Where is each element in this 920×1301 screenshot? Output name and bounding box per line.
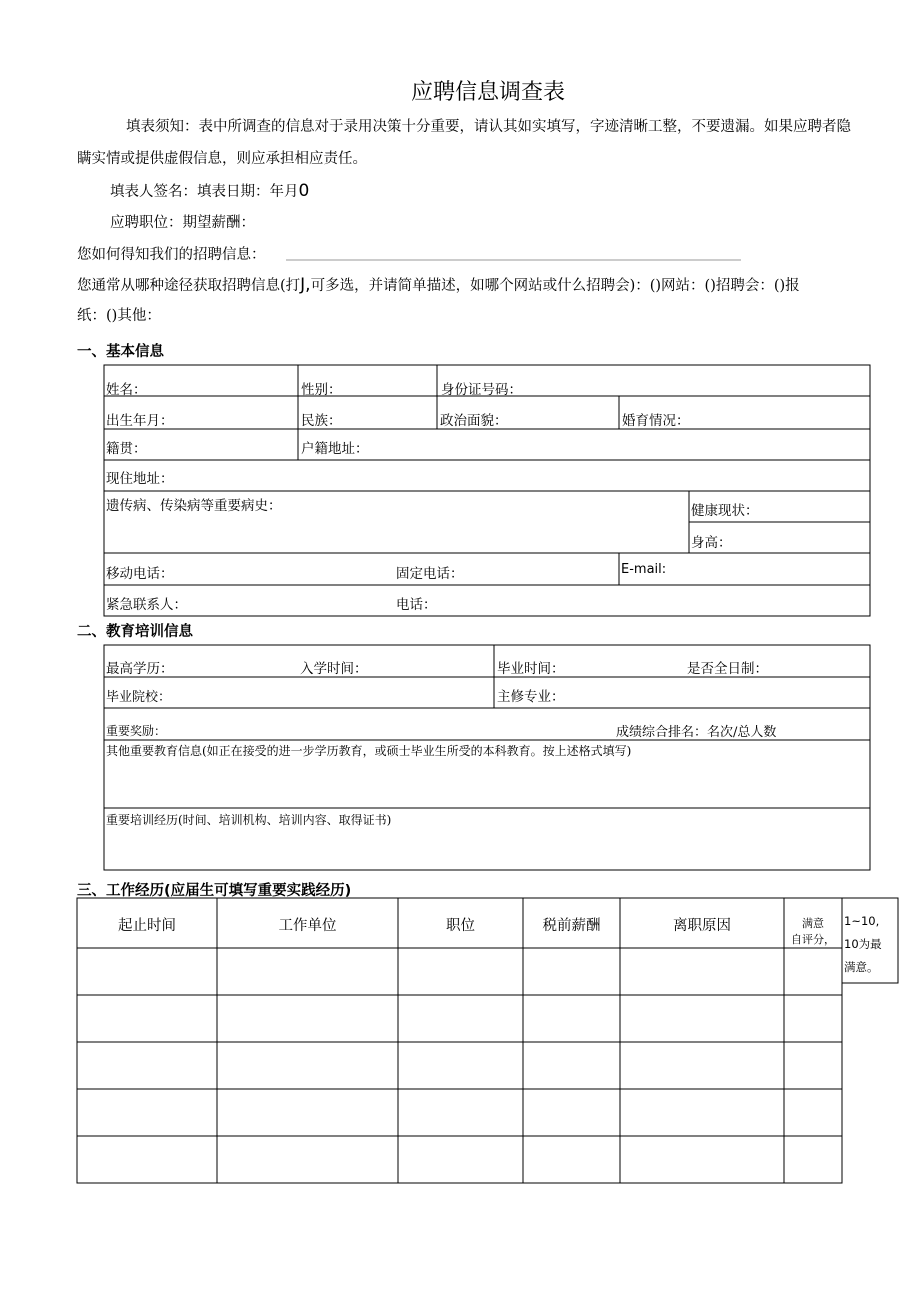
- note-ten: 10: [844, 937, 859, 951]
- header-salary: 税前薪酬: [542, 918, 601, 934]
- table-row[interactable]: [77, 1136, 842, 1183]
- channels-line-2: 纸：()其他：: [77, 308, 161, 324]
- ranking-field[interactable]: 成绩综合排名：名次/总人数: [616, 725, 777, 740]
- signature-label: 填表人签名：填表日期：年月: [110, 184, 299, 200]
- landline-field[interactable]: 固定电话：: [396, 566, 464, 582]
- birth-field[interactable]: 出生年月：: [106, 413, 174, 429]
- major-field[interactable]: 主修专业：: [497, 689, 565, 705]
- highest-degree-field[interactable]: 最高学历：: [106, 661, 174, 677]
- how-known-label: 您如何得知我们的招聘信息：: [77, 247, 266, 263]
- satisfaction-line-1: 满意: [802, 917, 824, 930]
- emergency-contact-field[interactable]: 紧急联系人：: [106, 597, 187, 613]
- header-period: 起止时间: [118, 918, 176, 934]
- id-number-field[interactable]: 身份证号码：: [441, 382, 522, 398]
- political-field[interactable]: 政治面貌：: [440, 413, 508, 429]
- header-satisfaction: [784, 916, 842, 948]
- satisfaction-line-2: 自评分，: [791, 933, 835, 946]
- height-field[interactable]: 身高：: [691, 535, 732, 551]
- training-field[interactable]: 重要培训经历(时间、培训机构、培训内容、取得证书): [106, 813, 392, 827]
- signature-line: [110, 181, 309, 202]
- email-field[interactable]: E-mail:: [621, 562, 667, 577]
- health-field[interactable]: 健康现状：: [691, 503, 759, 519]
- table-row[interactable]: [77, 1089, 842, 1136]
- awards-field[interactable]: 重要奖励：: [106, 724, 167, 738]
- medical-history-field[interactable]: 遗传病、传染病等重要病史：: [106, 498, 282, 514]
- native-place-field[interactable]: 籍贯：: [106, 441, 147, 457]
- position-salary-line: 应聘职位：期望薪酬：: [110, 215, 255, 231]
- page-title: 应聘信息调查表: [410, 80, 565, 105]
- graduate-time-field[interactable]: 毕业时间：: [497, 661, 565, 677]
- header-employer: 工作单位: [278, 918, 337, 934]
- enroll-time-field[interactable]: 入学时间：: [300, 661, 368, 677]
- note-line-2: 为最: [858, 937, 882, 951]
- check-mark: J,: [300, 275, 311, 295]
- table-row[interactable]: [77, 1042, 842, 1089]
- household-address-field[interactable]: 户籍地址：: [301, 441, 369, 457]
- channels-line-1: [77, 275, 800, 296]
- section-work-title: 三、工作经历(应届生可填写重要实践经历): [77, 883, 352, 899]
- satisfaction-note: [844, 910, 882, 979]
- signature-zero: 0: [298, 181, 310, 201]
- note-line-3: 满意。: [844, 960, 879, 974]
- note-line-1: 1~10,: [844, 914, 880, 928]
- marital-field[interactable]: 婚育情况：: [622, 413, 690, 429]
- notice-line-2: 瞒实情或提供虚假信息，则应承担相应责任。: [77, 151, 367, 167]
- other-education-field[interactable]: 其他重要教育信息(如正在接受的进一步学历教育，或硕士毕业生所受的本科教育。按上述格式填写): [106, 744, 632, 758]
- table-row[interactable]: [77, 995, 842, 1042]
- emergency-phone-field[interactable]: 电话：: [396, 597, 437, 613]
- channels-text-a: 您通常从哪种途径获取招聘信息(打: [77, 278, 301, 294]
- full-time-field[interactable]: 是否全日制：: [687, 661, 768, 677]
- section-basic-title: 一、基本信息: [77, 344, 164, 360]
- school-field[interactable]: 毕业院校：: [106, 690, 172, 705]
- notice-line-1: 填表须知：表中所调查的信息对于录用决策十分重要，请认其如实填写，字迹清晰工整，不要遗漏。如果应聘者隐: [126, 119, 851, 135]
- channels-text-b: 可多选，并请简单描述，如哪个网站或什么招聘会)：()网站：()招聘会：()报: [310, 278, 800, 294]
- section-education-title: 二、教育培训信息: [77, 624, 193, 640]
- ethnicity-field[interactable]: 民族：: [301, 413, 342, 429]
- current-address-field[interactable]: 现住地址：: [106, 471, 174, 487]
- table-row[interactable]: [77, 948, 842, 995]
- mobile-field[interactable]: 移动电话：: [106, 566, 174, 582]
- header-leave-reason: 离职原因: [673, 918, 731, 934]
- gender-field[interactable]: 性别：: [301, 382, 342, 398]
- name-field[interactable]: 姓名：: [106, 382, 147, 398]
- basic-info-table-lines: [104, 365, 870, 616]
- header-position: 职位: [446, 918, 475, 934]
